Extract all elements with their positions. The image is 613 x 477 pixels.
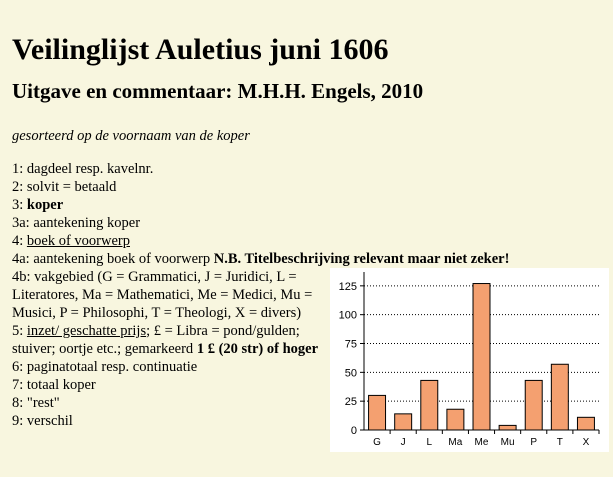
chart-svg — [330, 268, 609, 452]
legend-line-4a-text: 4a: aantekening boek of voorwerp — [12, 251, 214, 267]
legend-line-1: 1: dagdeel resp. kavelnr. — [12, 161, 154, 177]
chart-y-tick-label: 25 — [344, 396, 357, 409]
chart-y-tick-label: 50 — [344, 367, 357, 380]
legend-line-3-bold: koper — [26, 197, 64, 213]
legend-line-5-bold: 1 £ (20 str) of hoger — [196, 341, 319, 357]
chart-x-tick-label: P — [530, 437, 538, 448]
chart-y-tick-label: 125 — [338, 280, 357, 293]
page-subtitle: Uitgave en commentaar: M.H.H. Engels, 2010 — [12, 79, 424, 103]
chart-bar-ma — [447, 409, 464, 430]
chart-x-tick-label: J — [400, 437, 406, 448]
legend-line-5-text: ; £ = Libra = pond/gulden; stuiver; oortje etc.; gemarkeerd — [12, 323, 300, 357]
chart-bar-me — [473, 284, 490, 430]
chart-bar-p — [525, 380, 542, 430]
chart-x-tick-label: Ma — [448, 437, 463, 448]
chart-bar-l — [421, 380, 438, 430]
legend-line-4a — [12, 250, 612, 268]
chart-bar-mu — [499, 425, 516, 430]
legend-line-5 — [12, 322, 328, 358]
chart-bar-g — [369, 395, 386, 430]
legend-line-3-prefix: 3: — [12, 197, 27, 213]
boek-of-voorwerp-link[interactable]: boek of voorwerp — [26, 233, 130, 249]
legend-line-5-prefix: 5: — [12, 323, 27, 339]
legend-line-4a-bold: N.B. Titelbeschrijving relevant maar niet zeker! — [213, 251, 510, 267]
legend-line-4-prefix: 4: — [12, 233, 27, 249]
chart-y-tick-label: 0 — [350, 425, 357, 437]
chart-x-tick-label: Me — [474, 437, 489, 448]
chart-bar-x — [577, 417, 594, 430]
legend-line-4b: 4b: vakgebied (G = Grammatici, J = Juridici, L = Literatores, Ma = Mathematici, Me = Medici, Mu = Musici, P = Philosophi, T = Theologi, X = divers) — [12, 269, 313, 321]
chart-x-tick-label: T — [556, 437, 563, 448]
chart-x-tick-label: G — [373, 437, 381, 448]
vakgebied-bar-chart — [330, 268, 609, 452]
inzet-geschatte-prijs-link[interactable]: inzet/ geschatte prijs — [26, 323, 147, 339]
chart-x-tick-label: Mu — [500, 437, 515, 448]
chart-y-tick-label: 75 — [344, 338, 357, 351]
page-title: Veilinglijst Auletius juni 1606 — [12, 33, 389, 66]
legend-line-8: 8: "rest" — [12, 395, 60, 411]
legend-line-4 — [12, 232, 612, 250]
legend-line-7: 7: totaal koper — [12, 377, 96, 393]
legend-line-9: 9: verschil — [12, 413, 73, 429]
legend-line-3 — [12, 196, 612, 214]
chart-y-tick-label: 100 — [338, 309, 357, 322]
sort-note: gesorteerd op de voornaam van de koper — [12, 128, 250, 144]
chart-x-tick-label: L — [426, 437, 433, 448]
chart-bar-t — [551, 364, 568, 430]
chart-bar-j — [395, 414, 412, 430]
legend-line-3a: 3a: aantekening koper — [12, 215, 141, 231]
chart-x-tick-label: X — [582, 437, 590, 448]
legend-line-6: 6: paginatotaal resp. continuatie — [12, 359, 198, 375]
legend-line-2: 2: solvit = betaald — [12, 179, 117, 195]
